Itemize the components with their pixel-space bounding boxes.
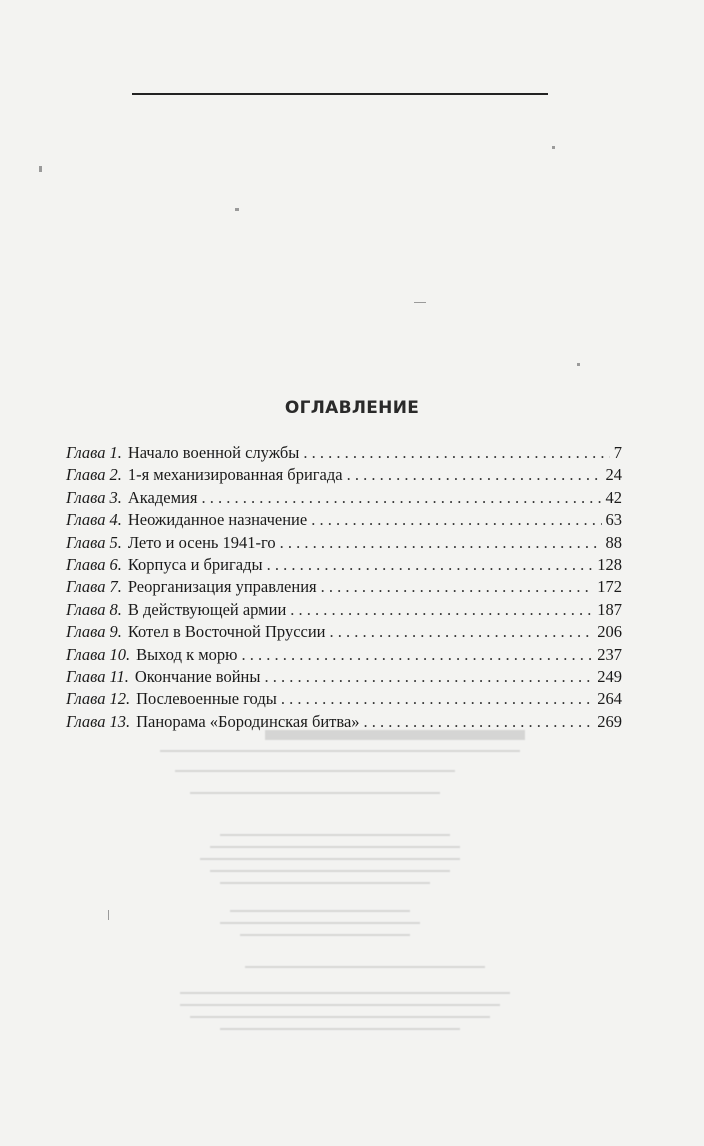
bleed-through [130,730,630,1060]
chapter-title: Котел в Восточной Пруссии [127,622,326,642]
chapter-label: Глава [66,689,106,709]
chapter-label: Глава [66,554,106,574]
paper-speck [577,363,580,366]
chapter-title: В действующей армии [127,599,287,619]
chapter-label: Глава [66,487,106,507]
chapter-number: 3. [109,487,122,507]
dot-leader [330,622,594,642]
chapter-number: 2. [109,465,122,485]
chapter-number: 1. [109,443,122,462]
toc-heading: ОГЛАВЛЕНИЕ [284,398,420,418]
chapter-number: 5. [109,532,122,552]
dot-leader [280,533,602,553]
toc-entry [66,689,622,711]
chapter-label: Глава [66,577,106,597]
page-number: 88 [605,532,622,552]
chapter-label: Глава [66,644,106,664]
dot-leader [201,488,601,508]
chapter-label: Глава [66,622,106,642]
page-number: 128 [597,554,622,574]
chapter-number: 11. [109,666,129,686]
chapter-title: Окончание войны [134,666,261,686]
page-number: 63 [605,510,622,530]
dot-leader [303,443,609,463]
chapter-title: Реорганизация управления [127,577,317,597]
chapter-label: Глава [66,465,106,485]
dot-leader [321,577,594,597]
page-number: 264 [597,689,622,709]
chapter-number: 6. [109,554,122,574]
chapter-label: Глава [66,666,106,686]
paper-speck [39,166,42,172]
page-number: 187 [597,599,622,619]
chapter-title: Послевоенные годы [136,689,277,709]
chapter-title: Академия [127,487,198,507]
toc-entry [66,555,622,577]
toc-entry [66,577,622,599]
top-rule [132,93,548,95]
paper-speck [108,910,109,920]
paper-speck [235,208,239,211]
chapter-label: Глава [66,599,106,619]
page-number: 7 [613,443,622,462]
toc-entry [66,712,622,734]
chapter-label: Глава [66,532,106,552]
page-number: 206 [597,622,622,642]
toc-entry [66,667,622,689]
dot-leader [290,600,593,620]
dot-leader [242,645,594,665]
chapter-label: Глава [66,510,106,530]
chapter-title: Корпуса и бригады [127,554,263,574]
chapter-title: Выход к морю [136,644,238,664]
paper-speck [414,302,426,303]
chapter-number: 4. [109,510,122,530]
toc-entry [66,645,622,667]
toc-entry [66,510,622,532]
page-number: 249 [597,666,622,686]
toc-entry [66,533,622,555]
dot-leader [267,555,594,575]
paper-speck [552,146,555,149]
dot-leader [311,510,601,530]
chapter-number: 7. [109,577,122,597]
page-number: 24 [605,465,622,485]
toc-entry [66,600,622,622]
chapter-title: Неожиданное назначение [127,510,308,530]
chapter-number: 10. [109,644,131,664]
chapter-number: 13. [109,711,131,731]
dot-leader [281,689,593,709]
page-number: 172 [597,577,622,597]
toc-entry [66,465,622,487]
page-number: 237 [597,644,622,664]
page-number: 42 [605,487,622,507]
chapter-title: 1-я механизированная бригада [127,465,343,485]
chapter-title: Панорама «Бородинская битва» [136,711,360,731]
toc-entry [66,488,622,510]
toc-entry [66,622,622,644]
dot-leader [264,667,593,687]
page-number: 269 [597,711,622,731]
chapter-title: Лето и осень 1941-го [127,532,276,552]
dot-leader [347,465,602,485]
chapter-number: 9. [109,622,122,642]
chapter-label: Глава [66,443,106,462]
chapter-title: Начало военной службы [127,443,300,462]
chapter-label: Глава [66,711,106,731]
dot-leader [364,712,594,732]
table-of-contents [66,443,622,734]
toc-entry [66,443,622,465]
chapter-number: 8. [109,599,122,619]
chapter-number: 12. [109,689,131,709]
